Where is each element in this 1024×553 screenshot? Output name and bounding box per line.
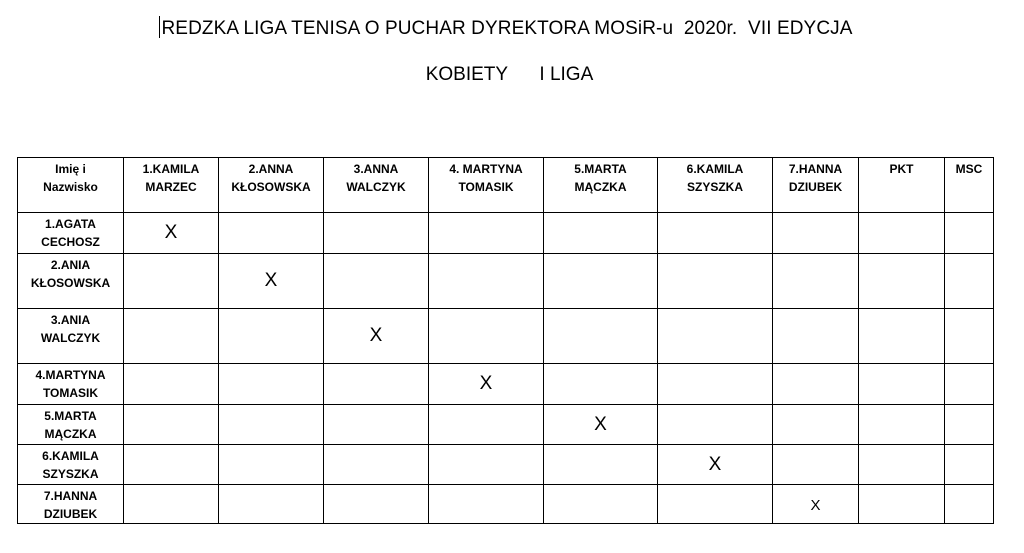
self-match-mark[interactable]: X — [219, 254, 324, 309]
document-title-text: REDZKA LIGA TENISA O PUCHAR DYREKTORA MOSiR-u 2020r. VII EDYCJA — [161, 18, 853, 39]
corner-header[interactable]: Imię i Nazwisko — [18, 158, 124, 213]
result-cell[interactable] — [773, 405, 859, 445]
msc-cell[interactable] — [945, 254, 994, 309]
result-cell[interactable] — [324, 445, 429, 485]
pkt-cell[interactable] — [859, 364, 945, 405]
result-cell[interactable] — [429, 309, 544, 364]
row-player-name[interactable]: 3.ANIA WALCZYK — [18, 309, 124, 364]
result-cell[interactable] — [429, 405, 544, 445]
result-cell[interactable] — [544, 254, 658, 309]
pkt-cell[interactable] — [859, 405, 945, 445]
result-cell[interactable] — [124, 405, 219, 445]
column-header-2[interactable]: 2.ANNA KŁOSOWSKA — [219, 158, 324, 213]
result-cell[interactable] — [324, 405, 429, 445]
self-match-mark[interactable]: X — [658, 445, 773, 485]
column-header-7[interactable]: 7.HANNA DZIUBEK — [773, 158, 859, 213]
result-cell[interactable] — [429, 254, 544, 309]
pkt-cell[interactable] — [859, 254, 945, 309]
column-header-5[interactable]: 5.MARTA MĄCZKA — [544, 158, 658, 213]
row-player-name[interactable]: 5.MARTA MĄCZKA — [18, 405, 124, 445]
result-cell[interactable] — [658, 254, 773, 309]
result-cell[interactable] — [219, 364, 324, 405]
row-player-name[interactable]: 7.HANNA DZIUBEK — [18, 485, 124, 524]
result-cell[interactable] — [544, 485, 658, 524]
result-cell[interactable] — [324, 213, 429, 254]
result-cell[interactable] — [658, 405, 773, 445]
table-row — [18, 364, 994, 405]
league-table — [17, 157, 994, 524]
self-match-mark[interactable]: X — [124, 213, 219, 254]
pkt-cell[interactable] — [859, 445, 945, 485]
column-header-6[interactable]: 6.KAMILA SZYSZKA — [658, 158, 773, 213]
result-cell[interactable] — [773, 213, 859, 254]
result-cell[interactable] — [429, 485, 544, 524]
msc-cell[interactable] — [945, 405, 994, 445]
result-cell[interactable] — [324, 254, 429, 309]
table-row — [18, 309, 994, 364]
table-row — [18, 213, 994, 254]
result-cell[interactable] — [658, 309, 773, 364]
column-header-4[interactable]: 4. MARTYNA TOMASIK — [429, 158, 544, 213]
msc-cell[interactable] — [945, 485, 994, 524]
table-row — [18, 405, 994, 445]
msc-cell[interactable] — [945, 213, 994, 254]
pkt-header[interactable]: PKT — [859, 158, 945, 213]
msc-header[interactable]: MSC — [945, 158, 994, 213]
result-cell[interactable] — [658, 364, 773, 405]
result-cell[interactable] — [544, 364, 658, 405]
result-cell[interactable] — [544, 309, 658, 364]
pkt-cell[interactable] — [859, 485, 945, 524]
row-player-name[interactable]: 6.KAMILA SZYSZKA — [18, 445, 124, 485]
self-match-mark[interactable]: X — [544, 405, 658, 445]
result-cell[interactable] — [658, 485, 773, 524]
result-cell[interactable] — [324, 485, 429, 524]
self-match-mark[interactable]: X — [429, 364, 544, 405]
result-cell[interactable] — [124, 309, 219, 364]
result-cell[interactable] — [658, 213, 773, 254]
result-cell[interactable] — [773, 254, 859, 309]
result-cell[interactable] — [219, 445, 324, 485]
result-cell[interactable] — [544, 445, 658, 485]
result-cell[interactable] — [773, 309, 859, 364]
msc-cell[interactable] — [945, 364, 994, 405]
msc-cell[interactable] — [945, 309, 994, 364]
row-player-name[interactable]: 2.ANIA KŁOSOWSKA — [18, 254, 124, 309]
result-cell[interactable] — [219, 213, 324, 254]
row-player-name[interactable]: 4.MARTYNA TOMASIK — [18, 364, 124, 405]
table-row — [18, 254, 994, 309]
pkt-cell[interactable] — [859, 213, 945, 254]
result-cell[interactable] — [124, 485, 219, 524]
document-title[interactable] — [0, 16, 1012, 40]
result-cell[interactable] — [773, 364, 859, 405]
pkt-cell[interactable] — [859, 309, 945, 364]
result-cell[interactable] — [544, 213, 658, 254]
result-cell[interactable] — [219, 485, 324, 524]
result-cell[interactable] — [124, 254, 219, 309]
table-row — [18, 485, 994, 524]
document-subtitle[interactable]: KOBIETY I LIGA — [425, 64, 594, 85]
row-player-name[interactable]: 1.AGATA CECHOSZ — [18, 213, 124, 254]
result-cell[interactable] — [429, 445, 544, 485]
result-cell[interactable] — [219, 405, 324, 445]
result-cell[interactable] — [219, 309, 324, 364]
column-header-1[interactable]: 1.KAMILA MARZEC — [124, 158, 219, 213]
self-match-mark[interactable]: X — [324, 309, 429, 364]
result-cell[interactable] — [124, 445, 219, 485]
result-cell[interactable] — [324, 364, 429, 405]
column-header-3[interactable]: 3.ANNA WALCZYK — [324, 158, 429, 213]
msc-cell[interactable] — [945, 445, 994, 485]
result-cell[interactable] — [429, 213, 544, 254]
table-row — [18, 445, 994, 485]
header-row — [18, 158, 994, 213]
self-match-mark[interactable]: X — [773, 485, 859, 524]
result-cell[interactable] — [773, 445, 859, 485]
result-cell[interactable] — [124, 364, 219, 405]
